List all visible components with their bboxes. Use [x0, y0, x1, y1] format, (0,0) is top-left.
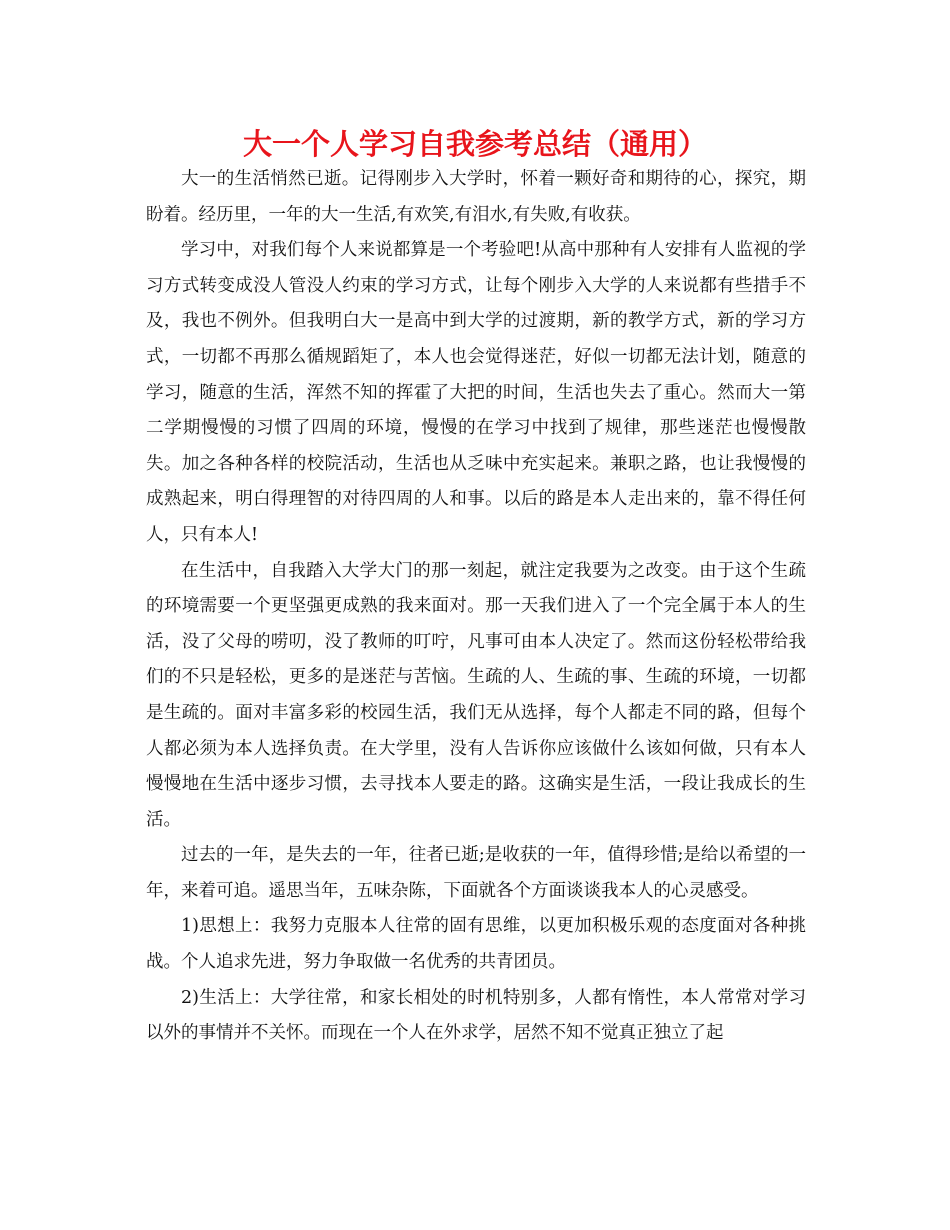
document-title: 大一个人学习自我参考总结（通用）	[242, 127, 707, 161]
paragraph: 大一的生活悄然已逝。记得刚步入大学时，怀着一颗好奇和期待的心，探究，期盼着。经历里，一年的大一生活,有欢笑,有泪水,有失败,有收获。	[146, 169, 806, 225]
document-body	[146, 162, 806, 1052]
paragraph: 1)思想上：我努力克服本人往常的固有思维，以更加积极乐观的态度面对各种挑战。个人追求先进，努力争取做一名优秀的共青团员。	[146, 916, 806, 973]
paragraph: 在生活中，自我踏入大学大门的那一刻起，就注定我要为之改变。由于这个生疏的环境需要一个更坚强更成熟的我来面对。那一天我们进入了一个完全属于本人的生活，没了父母的唠叨，没了教师的叮咛，凡事可由本人决定了。然而这份轻松带给我们的不只是轻松，更多的是迷茫与苦恼。生疏的人、生疏的事、生疏的环境，一切都是生疏的。面对丰富多彩的校园生活，我们无从选择，每个人都走不同的路，但每个人都必须为本人选择负责。在大学里，没有人告诉你应该做什么该如何做，只有本人慢慢地在生活中逐步习惯，去寻找本人要走的路。这确实是生活，一段让我成长的生活。	[146, 560, 806, 830]
paragraph: 过去的一年，是失去的一年，往者已逝;是收获的一年，值得珍惜;是给以希望的一年，来着可追。遥思当年，五味杂陈，下面就各个方面谈谈我本人的心灵感受。	[146, 845, 806, 901]
paragraph: 2)生活上：大学往常，和家长相处的时机特别多，人都有惰性，本人常常对学习以外的事情并不关怀。而现在一个人在外求学，居然不知不觉真正独立了起	[146, 987, 806, 1044]
paragraph: 学习中，对我们每个人来说都算是一个考验吧!从高中那种有人安排有人监视的学习方式转变成没人管没人约束的学习方式，让每个刚步入大学的人来说都有些措手不及，我也不例外。但我明白大一是高中到大学的过渡期，新的教学方式，新的学习方式，一切都不再那么循规蹈矩了，本人也会觉得迷茫，好似一切都无法计划，随意的学习，随意的生活，浑然不知的挥霍了大把的时间，生活也失去了重心。然而大一第二学期慢慢的习惯了四周的环境，慢慢的在学习中找到了规律，那些迷茫也慢慢散失。加之各种各样的校院活动，生活也从乏味中充实起来。兼职之路，也让我慢慢的成熟起来，明白得理智的对待四周的人和事。以后的路是本人走出来的，靠不得任何人，只有本人!	[146, 240, 806, 545]
